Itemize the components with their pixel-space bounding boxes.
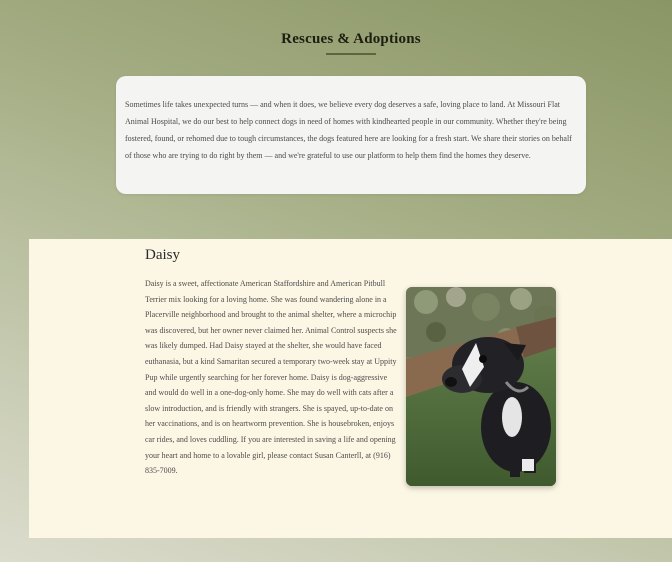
page-title: Rescues & Adoptions xyxy=(281,31,421,47)
dog-description: Daisy is a sweet, affectionate American Staffordshire and American Pitbull Terrier mix looking for a loving home. She was found wandering alone in a Placerville neighborhood and brought to the animal shelter, where a microchip was discovered, but her owner never claimed her. Animal Control suspects she was likely dumped. Had Daisy stayed at the shelter, she would have faced euthanasia, but a kind Samaritan secured a temporary two-week stay at Uppity Pup while urgently searching for her forever home. Daisy is dog-aggressive and would do well in a one-dog-only home. She may do well with cats after a slow introduction, and is friendly with strangers. She is spayed, up-to-date on her vaccinations, and is on heartworm prevention. She is housebroken, enjoys car rides, and loves cuddling. If you are interested in saving a life and opening your heart and home to a lovable girl, please contact Susan Canterll, at (916) 835-7009. xyxy=(145,279,397,476)
dog-listing-daisy xyxy=(29,239,672,538)
dog-name: Daisy xyxy=(145,247,180,263)
dog-photo-illustration xyxy=(406,287,556,486)
intro-card xyxy=(116,76,586,194)
title-underline xyxy=(326,53,376,55)
dog-photo xyxy=(406,287,556,486)
intro-text: Sometimes life takes unexpected turns — and when it does, we believe every dog deserves a safe, loving place to land. At Missouri Flat Animal Hospital, we do our best to help connect dogs in need of homes with kindhearted people in our community. Whether they're being fostered, found, or rehomed due to tough circumstances, the dogs featured here are looking for a fresh start. We share their stories on behalf of those who are trying to do right by them — and we're grateful to use our platform to help them find the homes they deserve. xyxy=(125,100,572,160)
